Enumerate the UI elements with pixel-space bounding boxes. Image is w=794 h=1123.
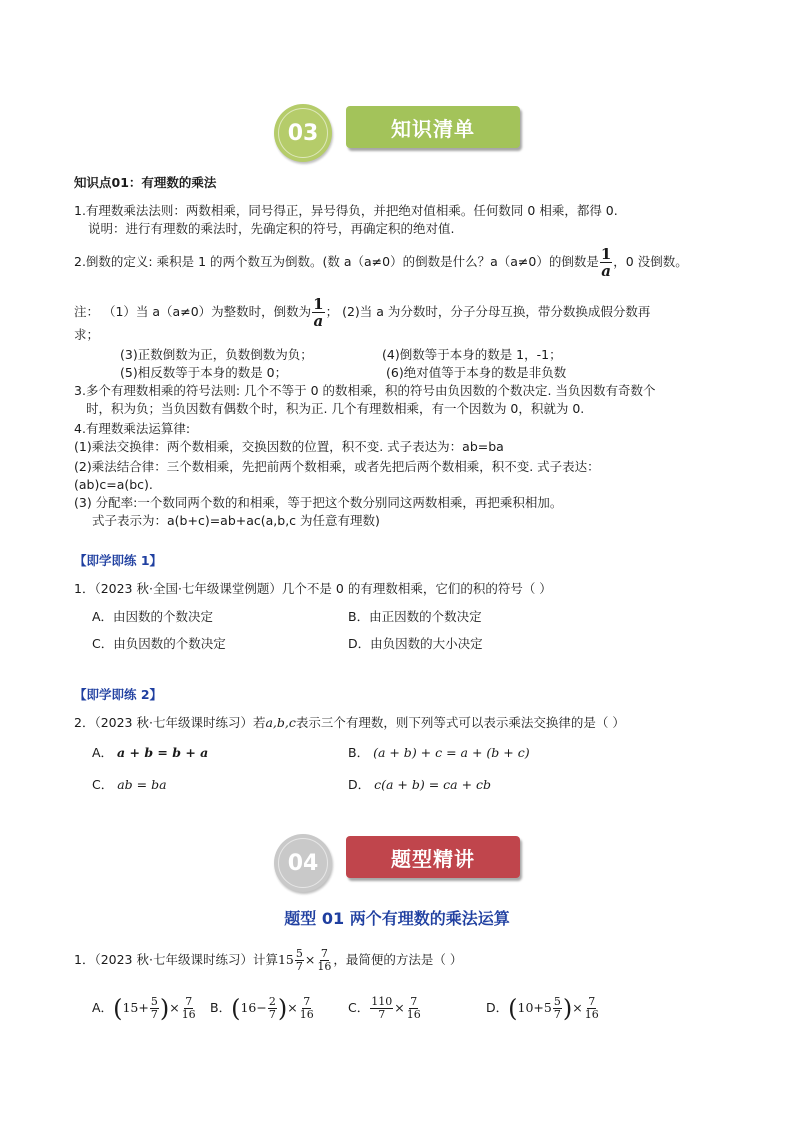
banner-04 xyxy=(274,834,524,892)
practice-2-option-d: D． c(a + b) = ca + cb xyxy=(348,777,492,792)
practice-1-option-b: B．由正因数的个数决定 xyxy=(348,609,482,624)
section-number-badge: 04 xyxy=(274,834,332,892)
practice-1-label: 【即学即练 1】 xyxy=(74,553,163,568)
note-line-cont: 求； xyxy=(74,327,100,342)
reciprocal-fraction: $\frac{1}{a}$ xyxy=(600,245,612,280)
type-1-option-b: B．(16− $\frac{2}{7}$ )× $\frac{7}{16}$ xyxy=(210,994,314,1023)
reciprocal-definition: 2.倒数的定义: 乘积是 1 的两个数互为倒数。(数 a（a≠0）的倒数是什么？a（a≠0）的倒数是 $\frac{1}{a}$ ，0 没倒数。 xyxy=(74,245,688,280)
rule-line-2: 说明：进行有理数的乘法时，先确定积的符号，再确定积的绝对值. xyxy=(88,221,455,236)
type-1-option-d: D．(10+5 $\frac{5}{7}$ )× $\frac{7}{16}$ xyxy=(486,994,599,1023)
rule-line-1: 1.有理数乘法法则：两数相乘，同号得正，异号得负，并把绝对值相乘。任何数同 0 相乘，都得 0. xyxy=(74,203,618,218)
practice-1-option-d: D．由负因数的大小决定 xyxy=(348,636,483,651)
distributive-law-expr: 式子表示为：a(b+c)=ab+ac(a,b,c 为任意有理数) xyxy=(92,513,380,528)
practice-2-label: 【即学即练 2】 xyxy=(74,687,163,702)
commutative-law: (1)乘法交换律：两个数相乘，交换因数的位置，积不变. 式子表达为：ab=ba xyxy=(74,439,504,454)
practice-2-option-b: B． (a + b) + c = a + (b + c) xyxy=(348,745,530,760)
associative-law-expr: (ab)c=a(bc). xyxy=(74,477,153,492)
practice-1-option-a: A．由因数的个数决定 xyxy=(92,609,214,624)
knowledge-heading: 知识点01：有理数的乘法 xyxy=(74,175,217,190)
note-line: 注： （1）当 a（a≠0）为整数时，倒数为 $\frac{1}{a}$ ； (2)当 a 为分数时，分子分母互换，带分数换成假分数再 xyxy=(74,295,651,330)
practice-2-question: 2．（2023 秋·七年级课时练习）若a,b,c表示三个有理数，则下列等式可以表示乘法交换律的是（ ） xyxy=(74,715,625,730)
practice-1-question: 1．（2023 秋·全国·七年级课堂例题）几个不是 0 的有理数相乘，它们的积的符号（ ） xyxy=(74,581,552,596)
practice-2-option-a: A． a + b = b + a xyxy=(92,745,209,760)
reciprocal-fraction-2: $\frac{1}{a}$ xyxy=(313,295,324,330)
laws-heading: 4.有理数乘法运算律: xyxy=(74,421,191,436)
type-1-option-a: A．(15+ $\frac{5}{7}$ )× $\frac{7}{16}$ xyxy=(92,994,196,1023)
distributive-law: (3) 分配率:一个数同两个数的和相乘，等于把这个数分别同这两数相乘，再把乘积相加。 xyxy=(74,495,563,510)
type-1-option-c: C． $\frac{110}{7}$ × $\frac{7}{16}$ xyxy=(348,995,421,1021)
note-4: (4)倒数等于本身的数是 1，-1； xyxy=(382,347,562,362)
note-3: (3)正数倒数为正，负数倒数为负； xyxy=(120,347,313,362)
section-number-badge: 03 xyxy=(274,104,332,162)
practice-1-option-c: C．由负因数的个数决定 xyxy=(92,636,226,651)
banner-03 xyxy=(274,104,524,162)
sign-rule-line-1: 3.多个有理数相乘的符号法则: 几个不等于 0 的数相乘，积的符号由负因数的个数决定. 当负因数有奇数个 xyxy=(74,383,656,398)
note-6: (6)绝对值等于本身的数是非负数 xyxy=(386,365,567,380)
section-banner-label: 知识清单 xyxy=(346,106,520,148)
sign-rule-line-2: 时，积为负；当负因数有偶数个时，积为正. 几个有理数相乘，有一个因数为 0，积就为 0. xyxy=(86,401,585,416)
type-1-question: 1．（2023 秋·七年级课时练习）计算15 $\frac{5}{7}$ × $\frac{7}{16}$ ，最简便的方法是（ ） xyxy=(74,947,463,973)
section-banner-label: 题型精讲 xyxy=(346,836,520,878)
associative-law: (2)乘法结合律：三个数相乘，先把前两个数相乘，或者先把后两个数相乘，积不变. 式子表达： xyxy=(74,459,600,474)
question-type-title: 题型 01 两个有理数的乘法运算 xyxy=(284,909,510,928)
practice-2-option-c: C． ab = ba xyxy=(92,777,167,792)
note-5: (5)相反数等于本身的数是 0； xyxy=(120,365,288,380)
